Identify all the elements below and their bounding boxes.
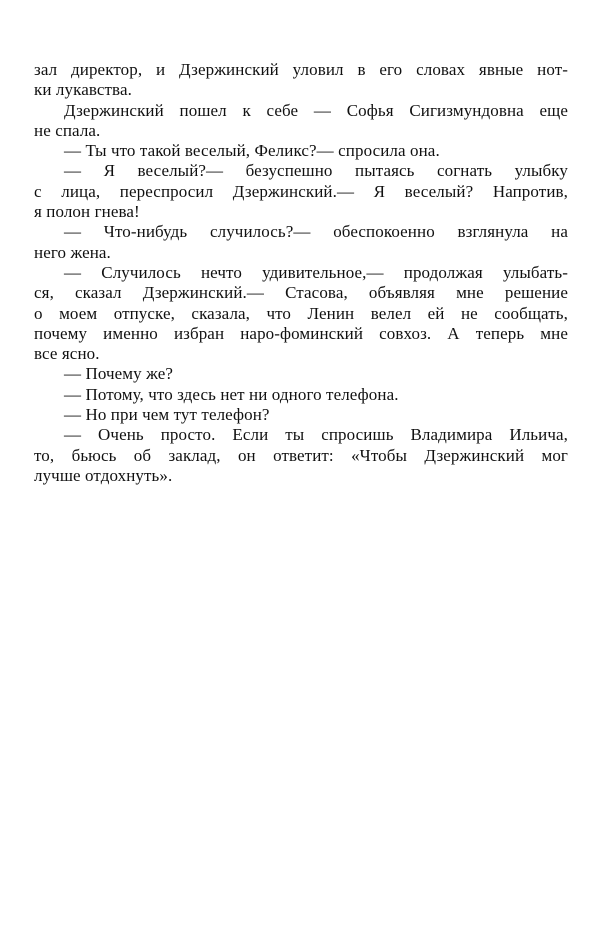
text-line: с лица, переспросил Дзержинский.— Я веселый? Напротив,: [34, 181, 568, 201]
text-line: лучше отдохнуть».: [34, 465, 173, 485]
text-line: все ясно.: [34, 344, 100, 364]
text-line: — Я веселый?— безуспешно пытаясь согнать улыбку: [64, 161, 568, 181]
document-page: [34, 60, 568, 486]
text-line: Дзержинский пошел к себе — Софья Сигизмундовна еще: [64, 100, 568, 120]
text-line: — Почему же?: [64, 364, 174, 384]
text-line: не спала.: [34, 120, 101, 140]
text-line: него жена.: [34, 242, 111, 262]
text-line: — Но при чем тут телефон?: [64, 405, 270, 425]
text-line: — Ты что такой веселый, Феликс?— спросила она.: [64, 141, 440, 161]
text-line: почему именно избран наро-фоминский совхоз. А теперь мне: [34, 323, 568, 343]
text-line: — Что-нибудь случилось?— обеспокоенно взглянула на: [64, 222, 568, 242]
text-line: — Очень просто. Если ты спросишь Владимира Ильича,: [64, 425, 568, 445]
text-line: о моем отпуске, сказала, что Ленин велел ей не сообщать,: [34, 303, 568, 323]
text-line: — Случилось нечто удивительное,— продолжая улыбать-: [64, 262, 568, 282]
text-line: то, бьюсь об заклад, он ответит: «Чтобы Дзержинский мог: [34, 445, 568, 465]
text-line: я полон гнева!: [34, 202, 140, 222]
text-line: ки лукавства.: [34, 80, 132, 100]
text-line: зал директор, и Дзержинский уловил в его словах явные нот-: [34, 60, 568, 79]
text-line: ся, сказал Дзержинский.— Стасова, объявляя мне решение: [34, 283, 568, 303]
text-line: — Потому, что здесь нет ни одного телефона.: [64, 384, 399, 404]
